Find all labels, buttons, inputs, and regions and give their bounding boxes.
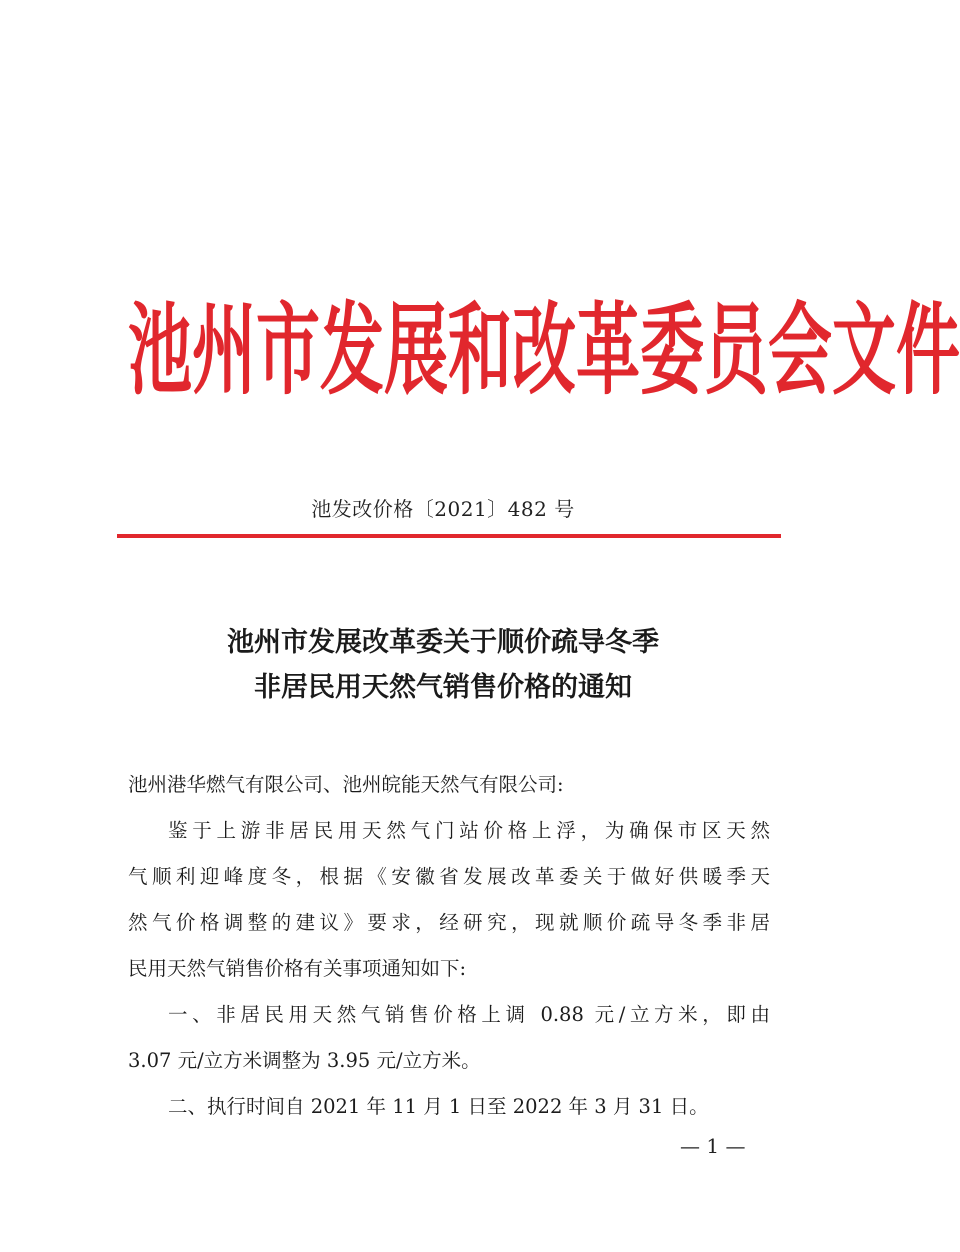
masthead-char-13: 件 (896, 293, 960, 410)
document-body (128, 762, 770, 1130)
paragraph-1-line-1: 鉴于上游非居民用天然气门站价格上浮，为确保市区天然 (168, 819, 770, 842)
masthead-char-12: 文 (832, 293, 896, 410)
item-1-line-2: 3.07 元/立方米调整为 3.95 元/立方米。 (128, 1049, 481, 1072)
recipients-line: 池州港华燃气有限公司、池州皖能天然气有限公司: (128, 773, 564, 796)
masthead-char-4: 发 (320, 293, 384, 410)
item-1-line-1: 一、非居民用天然气销售价格上调 0.88 元/立方米，即由 (168, 1003, 770, 1026)
red-header-rule (117, 534, 781, 538)
issuer-masthead (128, 292, 960, 412)
masthead-char-6: 和 (448, 293, 512, 410)
page-number: — 1 — (680, 1134, 746, 1158)
document-title (0, 620, 886, 710)
masthead-char-8: 革 (576, 293, 640, 410)
masthead-char-2: 州 (192, 293, 256, 410)
masthead-char-11: 会 (768, 293, 832, 410)
masthead-char-3: 市 (256, 293, 320, 410)
masthead-char-9: 委 (640, 293, 704, 410)
title-line-2: 非居民用天然气销售价格的通知 (254, 672, 632, 703)
item-2-line: 二、执行时间自 2021 年 11 月 1 日至 2022 年 3 月 31 日。 (168, 1095, 709, 1118)
document-number: 池发改价格〔2021〕482 号 (311, 497, 575, 521)
paragraph-1-line-2: 气顺利迎峰度冬，根据《安徽省发展改革委关于做好供暖季天 (128, 865, 770, 888)
masthead-char-7: 改 (512, 293, 576, 410)
title-line-1: 池州市发展改革委关于顺价疏导冬季 (227, 627, 659, 658)
paragraph-1-line-4: 民用天然气销售价格有关事项通知如下: (128, 957, 467, 980)
masthead-char-5: 展 (384, 293, 448, 410)
paragraph-1-line-3: 然气价格调整的建议》要求，经研究，现就顺价疏导冬季非居 (128, 911, 770, 934)
masthead-char-10: 员 (704, 293, 768, 410)
masthead-char-1: 池 (128, 293, 192, 410)
